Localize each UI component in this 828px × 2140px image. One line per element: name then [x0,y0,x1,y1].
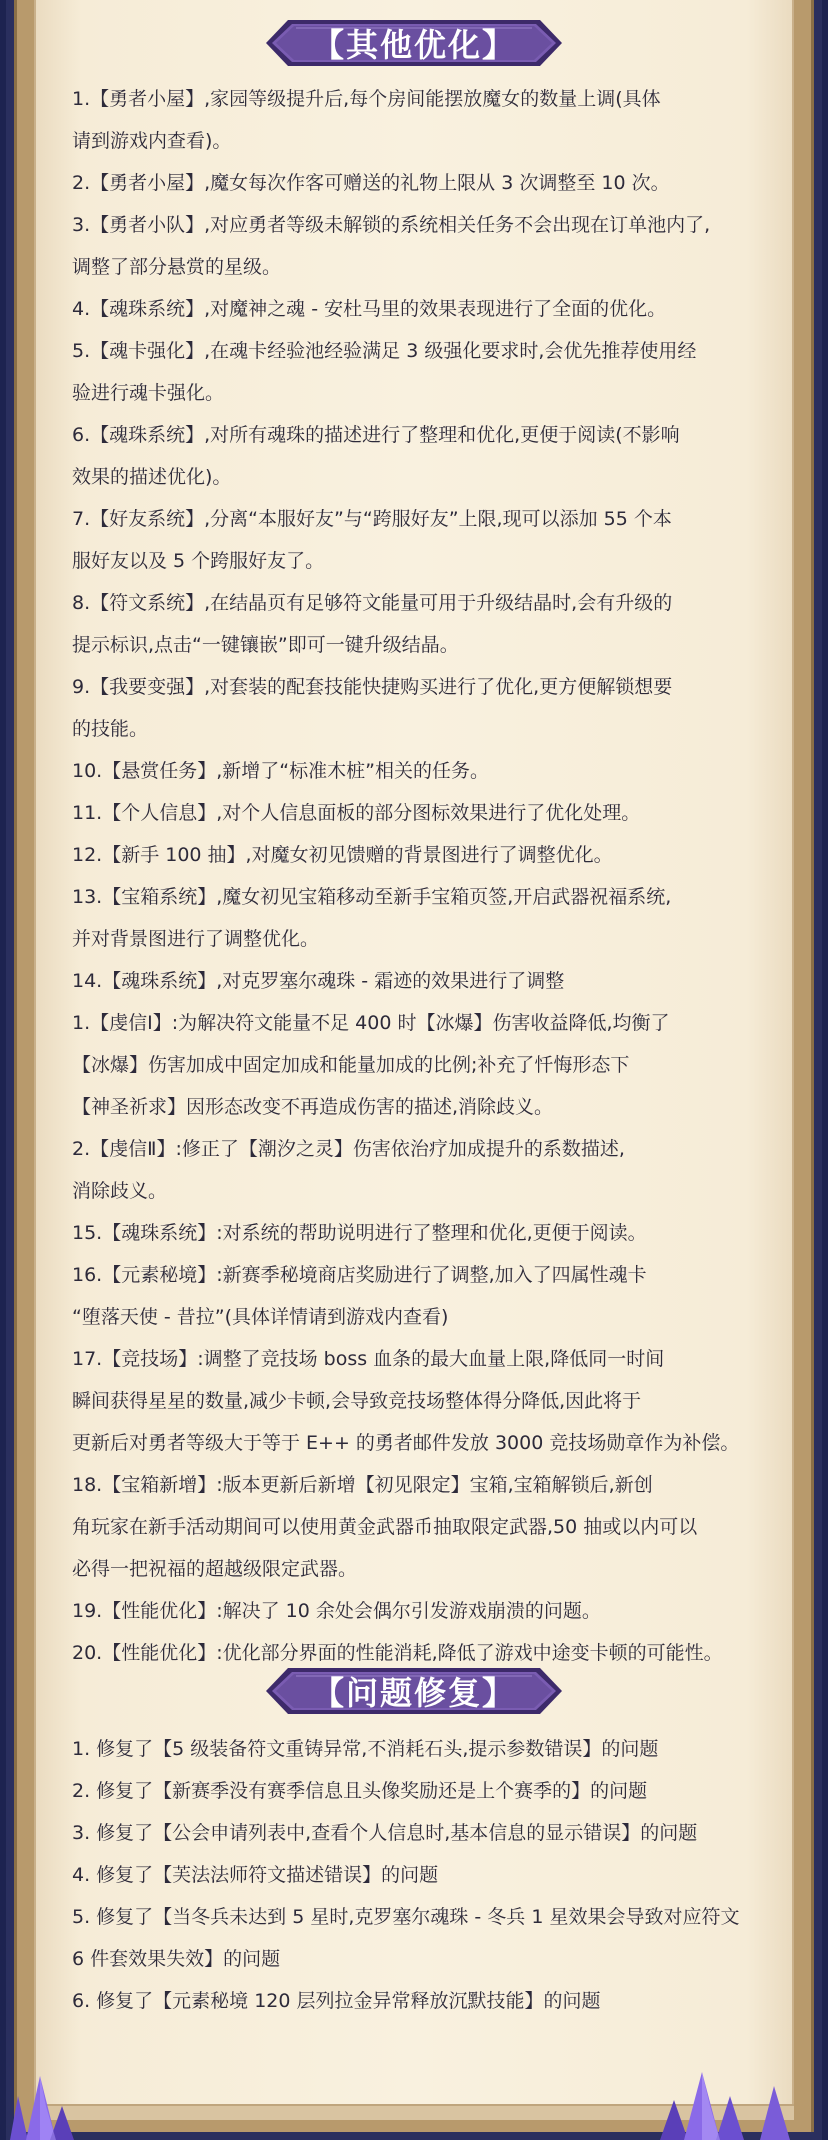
list-item-line: 的技能。 [72,718,149,740]
section-banner-other-optimizations [266,14,562,72]
list-item-line: 2.【勇者小屋】,魔女每次作客可赠送的礼物上限从 3 次调整至 10 次。 [72,172,670,194]
other-optimizations-list [72,78,772,1674]
list-item-line: 消除歧义。 [72,1180,168,1202]
list-item [72,414,772,498]
list-item [72,330,772,414]
list-item-line: 4.【魂珠系统】,对魔神之魂 - 安杜马里的效果表现进行了全面的优化。 [72,298,667,320]
list-item-line: 6.【魂珠系统】,对所有魂珠的描述进行了整理和优化,更便于阅读(不影响 [72,424,680,446]
list-item [72,78,772,162]
list-item-line: 验进行魂卡强化。 [72,382,225,404]
list-item [72,582,772,666]
section-title: 【其他优化】 [311,26,516,64]
list-item-line: 7.【好友系统】,分离“本服好友”与“跨服好友”上限,现可以添加 55 个本 [72,508,672,530]
list-item-line: 17.【竞技场】:调整了竞技场 boss 血条的最大血量上限,降低同一时间 [72,1348,665,1370]
list-item [72,750,772,792]
list-item [72,288,772,330]
list-item [72,666,772,750]
list-item-line: 1. 修复了【5 级装备符文重铸异常,不消耗石头,提示参数错误】的问题 [72,1738,659,1760]
list-item-line: 角玩家在新手活动期间可以使用黄金武器币抽取限定武器,50 抽或以内可以 [72,1516,698,1538]
list-item-line: 12.【新手 100 抽】,对魔女初见馈赠的背景图进行了调整优化。 [72,844,613,866]
list-item-line: 14.【魂珠系统】,对克罗塞尔魂珠 - 霜迹的效果进行了调整 [72,970,565,992]
list-item-line: 5.【魂卡强化】,在魂卡经验池经验满足 3 级强化要求时,会优先推荐使用经 [72,340,697,362]
list-item [72,1002,772,1128]
list-item-line: 2.【虔信Ⅱ】:修正了【潮汐之灵】伤害依治疗加成提升的系数描述, [72,1138,625,1160]
list-item [72,960,772,1002]
list-item-line: 3.【勇者小队】,对应勇者等级未解锁的系统相关任务不会出现在订单池内了, [72,214,711,236]
section-title: 【问题修复】 [311,1674,516,1712]
list-item-line: 9.【我要变强】,对套装的配套技能快捷购买进行了优化,更方便解锁想要 [72,676,673,698]
list-item [72,1770,772,1812]
list-item-line: 8.【符文系统】,在结晶页有足够符文能量可用于升级结晶时,会有升级的 [72,592,673,614]
list-item-line: 3. 修复了【公会申请列表中,查看个人信息时,基本信息的显示错误】的问题 [72,1822,698,1844]
list-item-line: 20.【性能优化】:优化部分界面的性能消耗,降低了游戏中途变卡顿的可能性。 [72,1642,723,1664]
list-item-line: 11.【个人信息】,对个人信息面板的部分图标效果进行了优化处理。 [72,802,641,824]
list-item [72,1854,772,1896]
list-item-line: 【神圣祈求】因形态改变不再造成伤害的描述,消除歧义。 [72,1096,554,1118]
bug-fixes-list [72,1728,772,2022]
list-item [72,204,772,288]
list-item [72,162,772,204]
list-item-line: 4. 修复了【芙法法师符文描述错误】的问题 [72,1864,439,1886]
list-item-line: 并对背景图进行了调整优化。 [72,928,320,950]
list-item [72,1212,772,1254]
list-item-line: 6. 修复了【元素秘境 120 层列拉金异常释放沉默技能】的问题 [72,1990,601,2012]
list-item [72,1464,772,1590]
list-item-line: 5. 修复了【当冬兵未达到 5 星时,克罗塞尔魂珠 - 冬兵 1 星效果会导致对应符文 [72,1906,740,1928]
list-item-line: 【冰爆】伤害加成中固定加成和能量加成的比例;补充了忏悔形态下 [72,1054,630,1076]
list-item-line: 请到游戏内查看)。 [72,130,232,152]
list-item-line: 提示标识,点击“一键镶嵌”即可一键升级结晶。 [72,634,459,656]
list-item [72,792,772,834]
list-item [72,834,772,876]
list-item-line: 13.【宝箱系统】,魔女初见宝箱移动至新手宝箱页签,开启武器祝福系统, [72,886,672,908]
list-item [72,1128,772,1212]
list-item [72,1728,772,1770]
list-item [72,1590,772,1632]
list-item-line: 服好友以及 5 个跨服好友了。 [72,550,325,572]
crystal-decoration-right-icon [640,2066,828,2140]
list-item [72,876,772,960]
list-item [72,1980,772,2022]
list-item [72,1812,772,1854]
list-item-line: 1.【勇者小屋】,家园等级提升后,每个房间能摆放魔女的数量上调(具体 [72,88,661,110]
crystal-decoration-left-icon [0,2066,120,2140]
list-item [72,1896,772,1980]
list-item-line: 瞬间获得星星的数量,减少卡顿,会导致竞技场整体得分降低,因此将于 [72,1390,642,1412]
list-item-line: 19.【性能优化】:解决了 10 余处会偶尔引发游戏崩溃的问题。 [72,1600,601,1622]
list-item-line: 16.【元素秘境】:新赛季秘境商店奖励进行了调整,加入了四属性魂卡 [72,1264,647,1286]
list-item-line: 更新后对勇者等级大于等于 E++ 的勇者邮件发放 3000 竞技场勋章作为补偿。 [72,1432,740,1454]
list-item-line: 18.【宝箱新增】:版本更新后新增【初见限定】宝箱,宝箱解锁后,新创 [72,1474,653,1496]
list-item-line: 10.【悬赏任务】,新增了“标准木桩”相关的任务。 [72,760,489,782]
list-item-line: 必得一把祝福的超越级限定武器。 [72,1558,358,1580]
section-banner-bug-fixes [266,1662,562,1720]
list-item-line: 2. 修复了【新赛季没有赛季信息且头像奖励还是上个赛季的】的问题 [72,1780,648,1802]
list-item [72,1338,772,1464]
list-item-line: “堕落天使 - 昔拉”(具体详情请到游戏内查看) [72,1306,449,1328]
list-item [72,1254,772,1338]
list-item [72,498,772,582]
list-item-line: 调整了部分悬赏的星级。 [72,256,282,278]
list-item-line: 15.【魂珠系统】:对系统的帮助说明进行了整理和优化,更便于阅读。 [72,1222,647,1244]
list-item-line: 效果的描述优化)。 [72,466,232,488]
list-item-line: 1.【虔信Ⅰ】:为解决符文能量不足 400 时【冰爆】伤害收益降低,均衡了 [72,1012,670,1034]
list-item-line: 6 件套效果失效】的问题 [72,1948,281,1970]
